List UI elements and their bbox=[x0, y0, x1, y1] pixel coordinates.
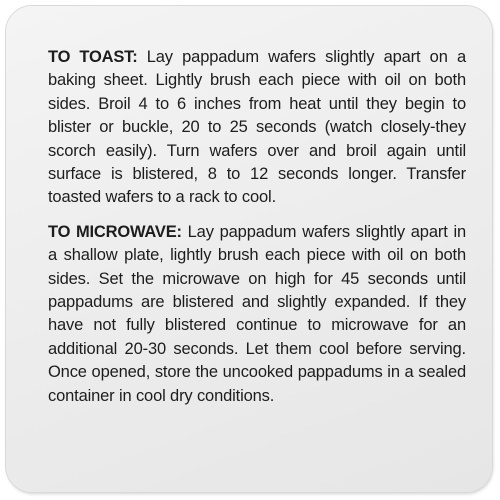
toast-paragraph bbox=[48, 46, 466, 210]
toast-heading: TO TOAST: bbox=[48, 48, 138, 66]
instructions-card bbox=[6, 6, 492, 492]
microwave-paragraph bbox=[48, 221, 466, 408]
microwave-body: Lay pappadum wafers slightly apart in a shallow plate, lightly brush each piece with oil on both sides. Set the microwave on high for 45 seconds until pappadums are blistered and slightly expanded. If they have not fully blistered continue to microwave for an additional 20-30 seconds. Let them cool before serving. Once opened, store the uncooked pappadums in a sealed container in cool dry conditions. bbox=[48, 222, 466, 405]
instructions-text bbox=[48, 46, 466, 419]
toast-body: Lay pappadum wafers slightly apart on a baking sheet. Lightly brush each piece with oil on both sides. Broil 4 to 6 inches from heat until they begin to blister or buckle, 20 to 25 seconds (watch closely-they scorch easily). Turn wafers over and broil again until surface is blistered, 8 to 12 seconds longer. Transfer toasted wafers to a rack to cool. bbox=[48, 48, 467, 207]
microwave-heading: TO MICROWAVE: bbox=[48, 222, 182, 241]
